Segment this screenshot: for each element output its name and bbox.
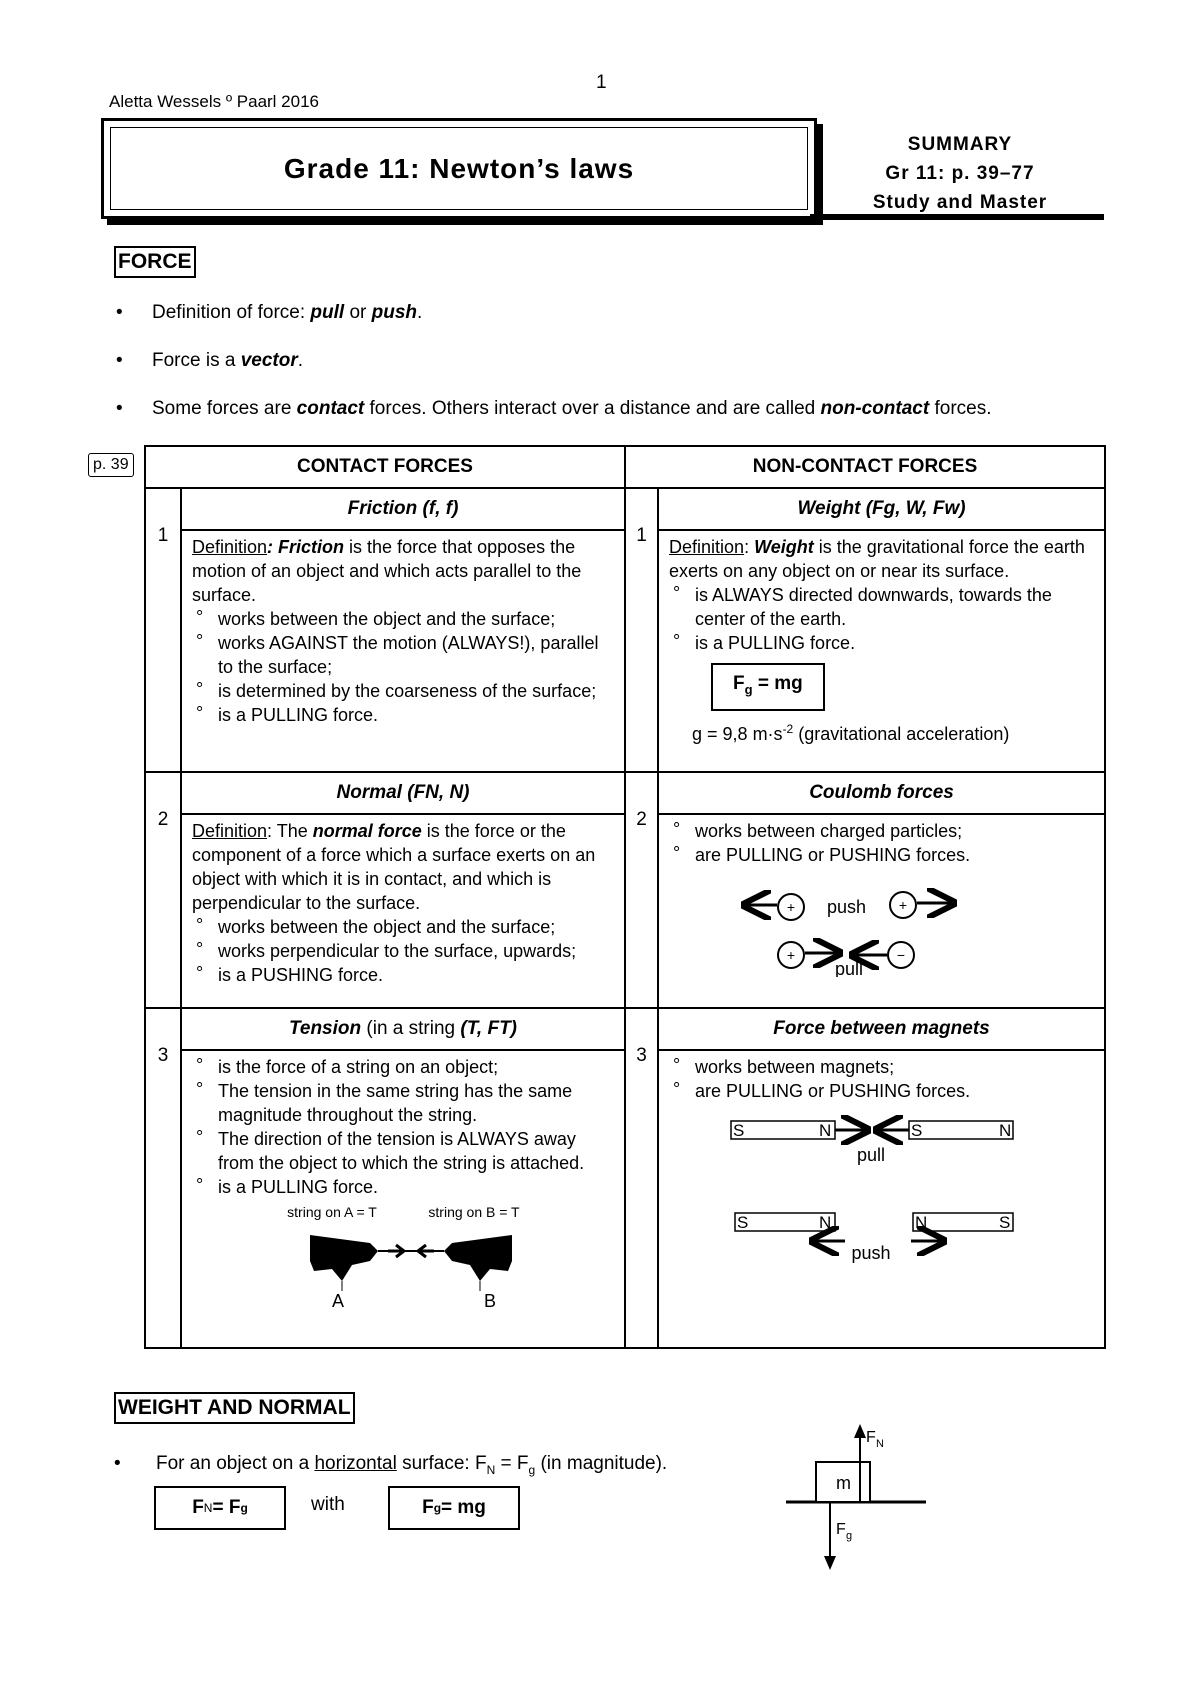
- summary-source: Study and Master: [872, 192, 1048, 213]
- definition-text: is the gravitational force the earth exerts on any object on or near its surface.: [669, 537, 1085, 581]
- definition-text: is the force that opposes the motion of an object and which acts parallel to the surface.: [192, 537, 582, 605]
- coulomb-charges-diagram: [669, 867, 1089, 977]
- arrow-right-icon: [388, 1245, 404, 1257]
- bullet-dot: •: [116, 302, 123, 323]
- subscript: N: [876, 1438, 884, 1450]
- weight-formula-wrap: [669, 655, 1094, 717]
- table-row: [145, 488, 1105, 772]
- list-item: ° is a PUSHING force.: [192, 963, 614, 987]
- gravity-exponent: -2: [782, 721, 794, 736]
- free-body-diagram: [770, 1416, 940, 1576]
- list-item: ° The tension in the same string has the same magnitude throughout the string.: [192, 1079, 614, 1127]
- friction-definition: [192, 535, 614, 607]
- term-vector: vector: [240, 350, 298, 371]
- magnets-diagram: [669, 1103, 1089, 1303]
- table-header-row: [145, 446, 1105, 488]
- magnet-pole-s: S: [999, 1213, 1011, 1232]
- bullet-horizontal-surface: [114, 1453, 668, 1477]
- row-number: 3: [625, 1008, 658, 1348]
- list-item: ° is ALWAYS directed downwards, towards the center of the earth.: [669, 583, 1094, 631]
- charge-sign: −: [896, 947, 906, 963]
- formula-weight: [388, 1486, 520, 1530]
- forces-table: [144, 445, 1106, 1349]
- list-item: ° is determined by the coarseness of the surface;: [192, 679, 614, 703]
- magnet-pole-s: S: [911, 1121, 923, 1140]
- row-number: 1: [625, 488, 658, 772]
- magnet-pole-n: N: [999, 1121, 1012, 1140]
- subscript: g: [846, 1530, 853, 1542]
- definition-label: Definition: [669, 537, 745, 557]
- weight-formula: [711, 663, 825, 711]
- page-number: 1: [596, 72, 607, 93]
- definition-term: normal force: [312, 821, 422, 841]
- hand-left-icon: [310, 1235, 378, 1281]
- charge-sign: +: [786, 899, 796, 915]
- bullet-text: forces.: [929, 398, 992, 419]
- magnet-pole-n: N: [819, 1121, 832, 1140]
- hand-right-icon: [444, 1235, 512, 1281]
- magnets-title: Force between magnets: [659, 1009, 1104, 1051]
- magnet-pole-n: N: [819, 1213, 832, 1232]
- definition-text: is the force or the component of a force which a surface exerts on an object with which it is in contact, and which is perpendicular to the surface.: [192, 821, 596, 913]
- friction-cell: [181, 488, 625, 772]
- magnets-body: [659, 1051, 1104, 1311]
- bullet-text: .: [417, 302, 423, 323]
- mass-label: m: [836, 1473, 851, 1493]
- row-number: 2: [145, 772, 181, 1008]
- magnet-pole-n: N: [915, 1213, 928, 1232]
- bullet-dot: •: [116, 350, 123, 371]
- bullet-text: For an object on a: [156, 1453, 315, 1474]
- bullet-text: Force is a: [152, 350, 241, 371]
- normal-definition: [192, 819, 614, 915]
- term-contact: contact: [296, 398, 365, 419]
- definition-colon: :: [744, 537, 755, 557]
- title-box: [101, 118, 817, 219]
- magnet-bar: [913, 1213, 1013, 1231]
- pull-label: pull: [835, 959, 864, 977]
- list-item: ° works between the object and the surface;: [192, 607, 614, 631]
- normal-body: [182, 815, 624, 989]
- header-rule: [810, 214, 1104, 220]
- author-line: Aletta Wessels º Paarl 2016: [109, 92, 320, 111]
- definition-label: Definition: [192, 537, 268, 557]
- weight-body: [659, 531, 1104, 748]
- section-heading-weight-normal: WEIGHT AND NORMAL: [114, 1392, 355, 1424]
- definition-colon: : The: [267, 821, 313, 841]
- formula-rest: = mg: [441, 1497, 486, 1518]
- magnet-pole-s: S: [733, 1121, 745, 1140]
- definition-term: Weight: [754, 537, 814, 557]
- bullet-text: Definition of force:: [152, 302, 311, 323]
- point-b-label: B: [484, 1291, 497, 1311]
- push-label: push: [851, 1243, 891, 1263]
- arrow-down-icon: [824, 1556, 836, 1570]
- normal-title: Normal (FN, N): [182, 773, 624, 815]
- term-pull: pull: [310, 302, 345, 323]
- weight-definition: [669, 535, 1094, 583]
- bullet-text: forces. Others interact over a distance and are called: [364, 398, 821, 419]
- table-row: [145, 772, 1105, 1008]
- push-label: push: [827, 897, 867, 917]
- tension-title: [182, 1009, 624, 1051]
- definition-label: Definition: [192, 821, 268, 841]
- row-number: 3: [145, 1008, 181, 1348]
- bullet-text: surface: F: [396, 1453, 487, 1474]
- table-row: [145, 1008, 1105, 1348]
- term-horizontal: horizontal: [314, 1453, 397, 1474]
- list-item: ° works between charged particles;: [669, 819, 1094, 843]
- bullet-text: or: [344, 302, 372, 323]
- list-item: ° is a PULLING force.: [669, 631, 1094, 655]
- row-number: 1: [145, 488, 181, 772]
- gravity-note: (gravitational acceleration): [793, 723, 1010, 744]
- arrow-left-icon: [418, 1245, 434, 1257]
- page-reference-tag: p. 39: [88, 453, 134, 477]
- magnets-cell: [658, 1008, 1105, 1348]
- formula-symbol: F: [733, 673, 745, 694]
- weight-force-label: F: [836, 1521, 846, 1538]
- subscript: g: [240, 1501, 248, 1515]
- friction-title: Friction (f, f): [182, 489, 624, 531]
- list-item: ° works between magnets;: [669, 1055, 1094, 1079]
- section-heading-force: FORCE: [114, 246, 196, 278]
- bullet-definition: [116, 302, 423, 324]
- tension-body: [182, 1051, 624, 1319]
- summary-heading: SUMMARY: [907, 134, 1013, 155]
- term-push: push: [371, 302, 418, 323]
- magnet-bar: [909, 1121, 1013, 1139]
- list-item: ° works AGAINST the motion (ALWAYS!), parallel to the surface;: [192, 631, 614, 679]
- bullet-text: (in magnitude).: [535, 1453, 668, 1474]
- tension-title-term: Tension: [288, 1018, 362, 1039]
- charge-sign: +: [786, 947, 796, 963]
- list-item: ° works between the object and the surface;: [192, 915, 614, 939]
- coulomb-title: Coulomb forces: [659, 773, 1104, 815]
- list-item: ° is a PULLING force.: [192, 1175, 614, 1199]
- tension-string-diagram: [192, 1199, 612, 1311]
- list-item: ° works perpendicular to the surface, upwards;: [192, 939, 614, 963]
- formula-rest: = F: [212, 1497, 241, 1518]
- list-item: ° is a PULLING force.: [192, 703, 614, 727]
- tension-cell: [181, 1008, 625, 1348]
- formula-symbol: F: [192, 1497, 204, 1518]
- normal-force-label: F: [866, 1429, 876, 1446]
- with-label: with: [311, 1494, 345, 1515]
- page-title: Grade 11: Newton’s laws: [110, 127, 808, 210]
- bullet-vector: [116, 350, 304, 372]
- pull-label: pull: [857, 1145, 886, 1165]
- gravity-value: g = 9,8 m·s: [692, 723, 783, 744]
- formula-rest: = mg: [752, 673, 803, 694]
- subscript: N: [203, 1501, 213, 1515]
- list-item: ° are PULLING or PUSHING forces.: [669, 1079, 1094, 1103]
- list-item: ° are PULLING or PUSHING forces.: [669, 843, 1094, 867]
- weight-cell: [658, 488, 1105, 772]
- definition-colon: :: [267, 537, 279, 557]
- list-item: ° is the force of a string on an object;: [192, 1055, 614, 1079]
- row-number: 2: [625, 772, 658, 1008]
- subscript: g: [528, 1462, 536, 1477]
- magnet-pole-s: S: [737, 1213, 749, 1232]
- point-a-label: A: [332, 1291, 345, 1311]
- formula-symbol: F: [422, 1497, 434, 1518]
- bullet-dot: •: [116, 398, 123, 419]
- bullet-contact: [116, 398, 992, 420]
- formula-normal-equals-weight: [154, 1486, 286, 1530]
- tension-label-a: string on A = T: [287, 1204, 377, 1220]
- summary-pages: Gr 11: p. 39–77: [885, 163, 1035, 184]
- gravity-line: [669, 717, 1094, 746]
- coulomb-cell: [658, 772, 1105, 1008]
- summary-block: [830, 130, 1090, 217]
- arrow-up-icon: [854, 1424, 866, 1438]
- tension-title-text: (in a string: [361, 1018, 461, 1039]
- tension-title-symbols: (T, FT): [460, 1018, 518, 1039]
- friction-body: [182, 531, 624, 729]
- bullet-text: .: [297, 350, 304, 371]
- charge-sign: +: [898, 897, 908, 913]
- list-item: ° The direction of the tension is ALWAYS away from the object to which the string is attached.: [192, 1127, 614, 1175]
- tension-label-b: string on B = T: [428, 1204, 520, 1220]
- formula-subscript: g: [744, 681, 753, 697]
- subscript: g: [433, 1501, 442, 1515]
- weight-title: Weight (Fg, W, Fw): [659, 489, 1104, 531]
- bullet-dot: •: [114, 1453, 121, 1474]
- term-noncontact: non-contact: [820, 398, 930, 419]
- coulomb-body: [659, 815, 1104, 985]
- subscript: N: [486, 1462, 496, 1477]
- header-noncontact-forces: NON-CONTACT FORCES: [625, 446, 1105, 488]
- bullet-text: = F: [495, 1453, 529, 1474]
- bullet-text: Some forces are: [152, 398, 297, 419]
- normal-cell: [181, 772, 625, 1008]
- definition-term: Friction: [278, 537, 345, 557]
- header-contact-forces: CONTACT FORCES: [145, 446, 625, 488]
